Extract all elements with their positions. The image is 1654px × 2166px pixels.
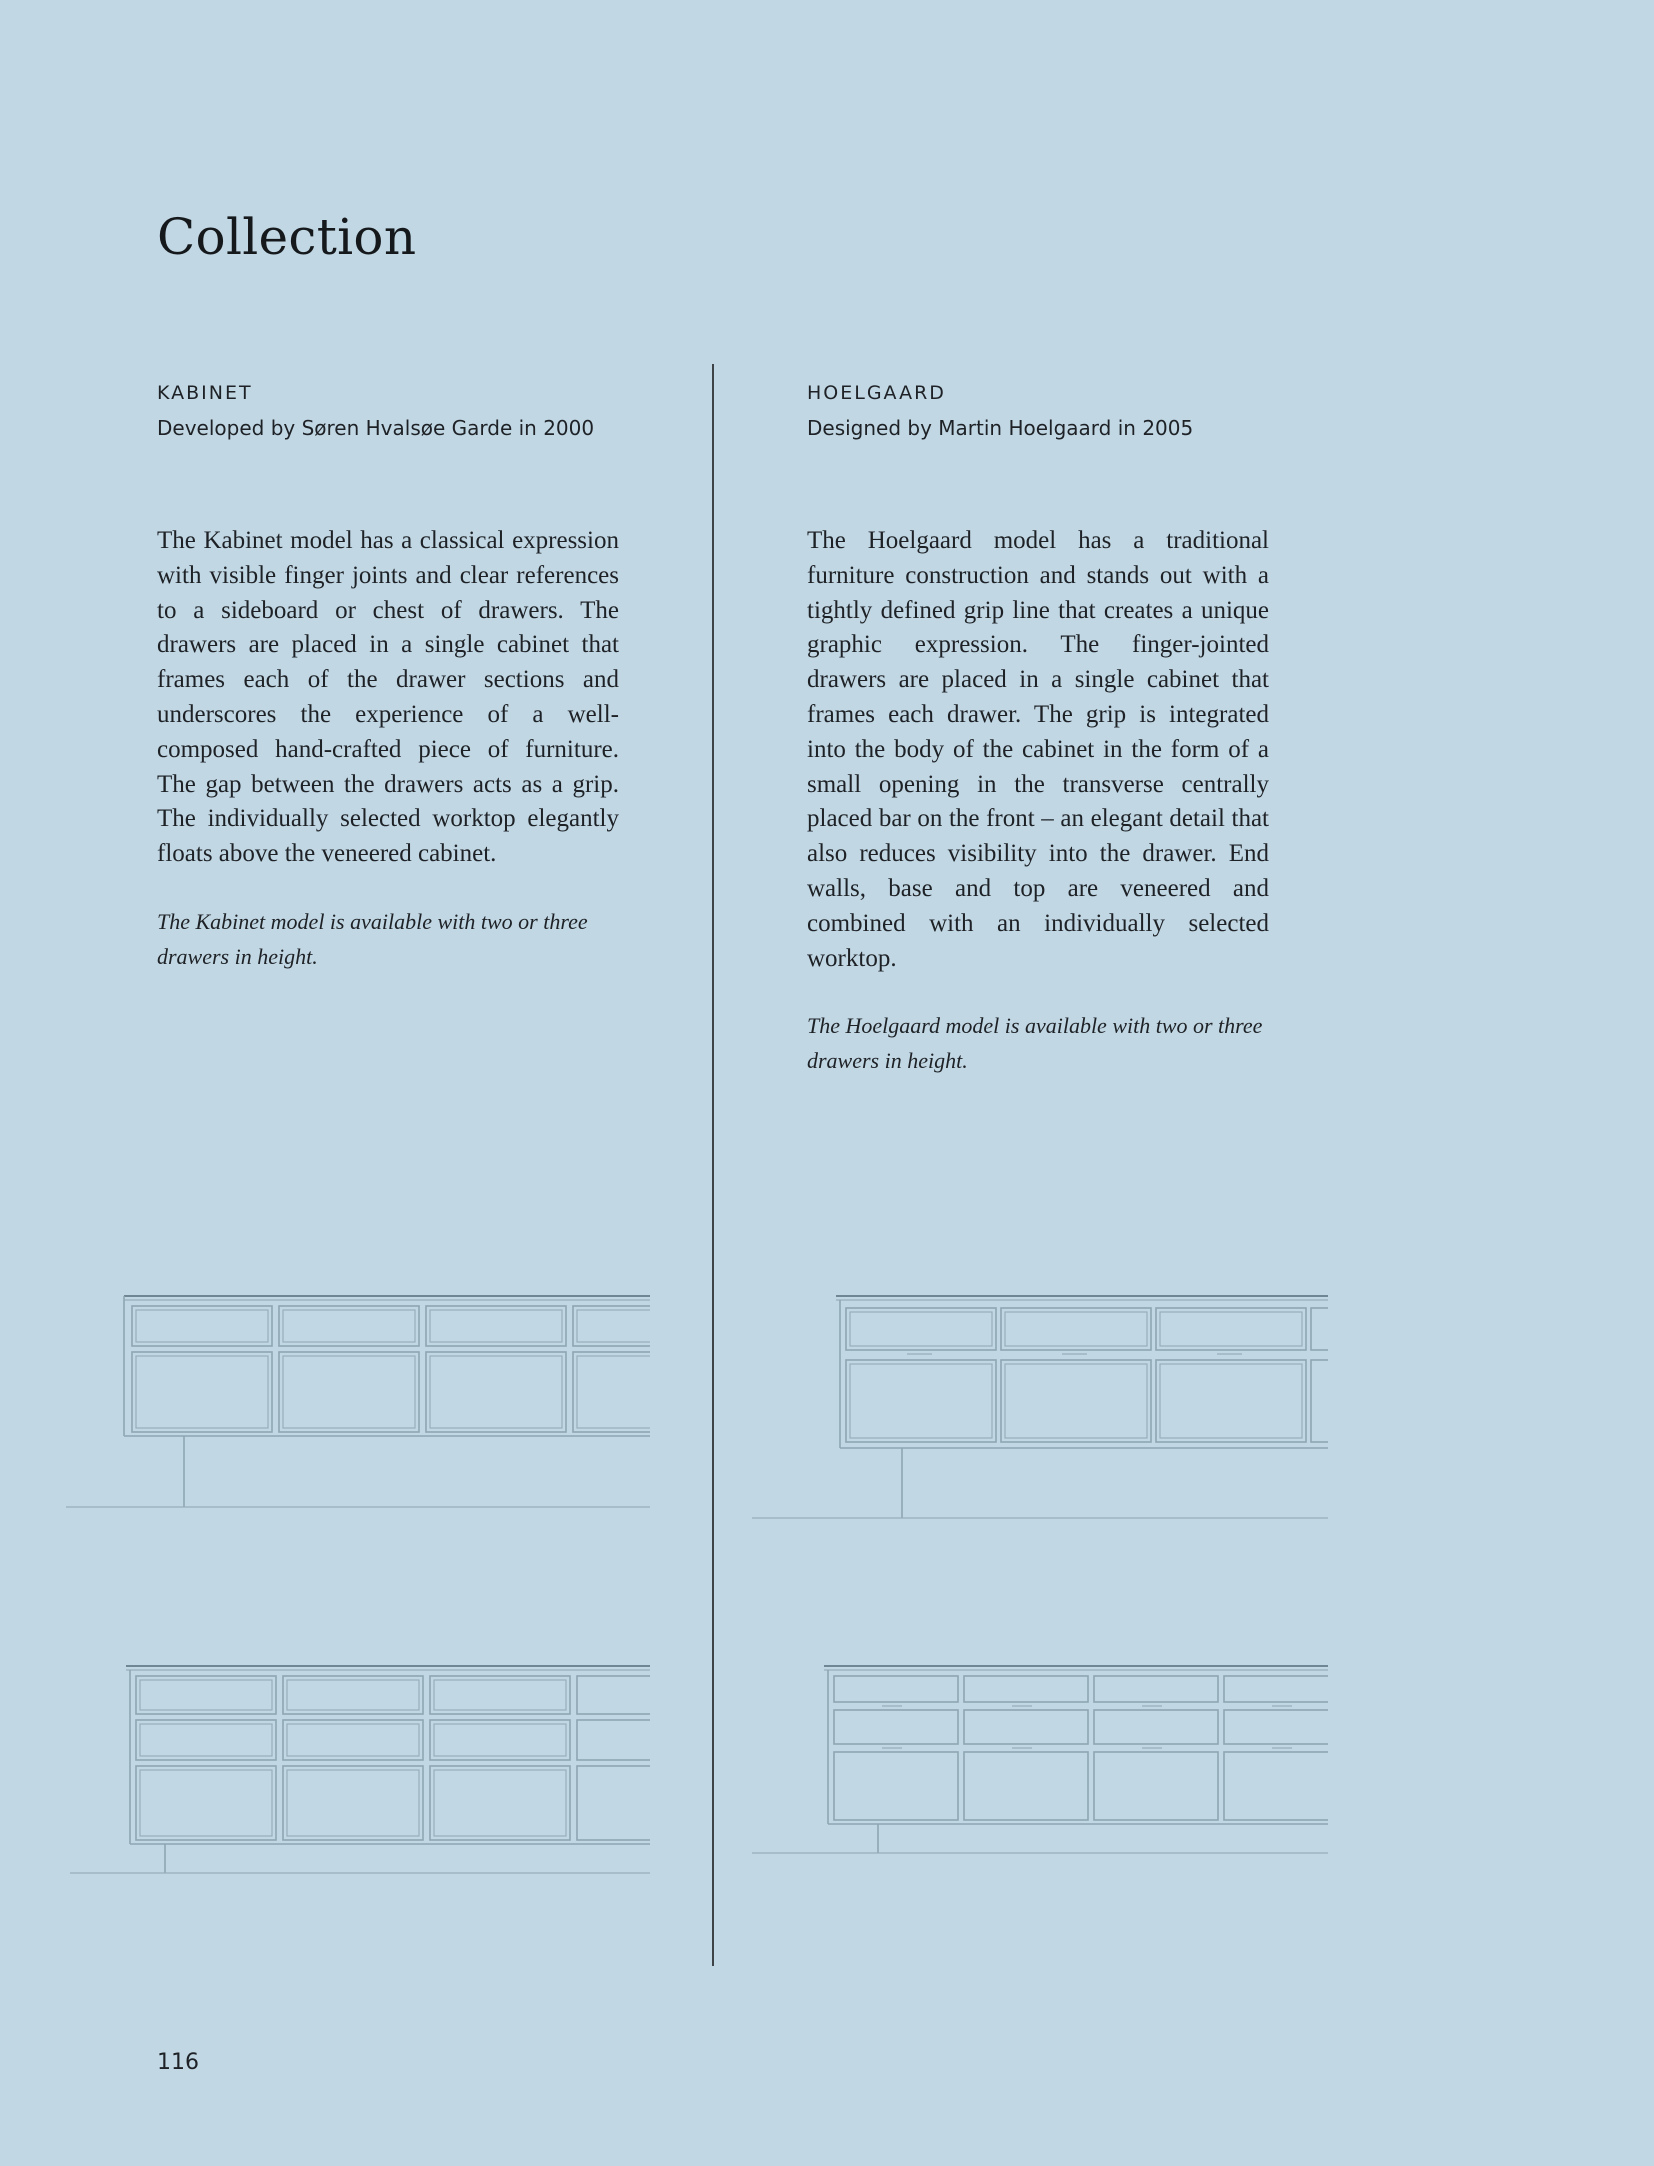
drawer-grid <box>846 1308 1328 1442</box>
kabinet-three-drawer-drawing <box>70 1660 650 1880</box>
hoelgaard-two-drawer-drawing <box>752 1290 1328 1522</box>
kabinet-model-name: KABINET <box>157 382 253 404</box>
kabinet-credit: Developed by Søren Hvalsøe Garde in 2000 <box>157 416 595 440</box>
hoelgaard-three-drawer-drawing <box>752 1660 1328 1860</box>
hoelgaard-description: The Hoelgaard model has a traditional furniture construction and stands out with a tightly defined grip line that creates a unique graphic expression. The finger-jointed drawers are placed in a single cabinet that frames each drawer. The grip is integrated into the body of the cabinet in the form of a small opening in the transverse centrally placed bar on the front – an elegant detail that also reduces visibility into the drawer. End walls, base and top are veneered and combined with an individually selected worktop. <box>807 527 1269 972</box>
kabinet-availability: The Kabinet model is available with two or three drawers in height. <box>157 908 588 969</box>
hoelgaard-column <box>807 378 1269 1078</box>
hoelgaard-model-name: HOELGAARD <box>807 382 946 404</box>
page-number: 116 <box>157 2050 199 2075</box>
kabinet-column <box>157 378 619 974</box>
kabinet-description: The Kabinet model has a classical expression with visible finger joints and clear references to a sideboard or chest of drawers. The drawers are placed in a single cabinet that frames each of the drawer sections and underscores the experience of a well-composed hand-crafted piece of furniture. The gap between the drawers acts as a grip. The individually selected worktop elegantly floats above the veneered cabinet. <box>157 527 619 868</box>
kabinet-two-drawer-drawing <box>66 1290 650 1510</box>
hoelgaard-credit: Designed by Martin Hoelgaard in 2005 <box>807 416 1194 440</box>
hoelgaard-availability: The Hoelgaard model is available with two or three drawers in height. <box>807 1013 1263 1074</box>
drawer-grid <box>834 1676 1328 1820</box>
column-divider <box>712 364 714 1966</box>
page-title: Collection <box>157 208 417 266</box>
drawer-grid <box>136 1676 650 1840</box>
drawer-grid <box>132 1306 650 1432</box>
